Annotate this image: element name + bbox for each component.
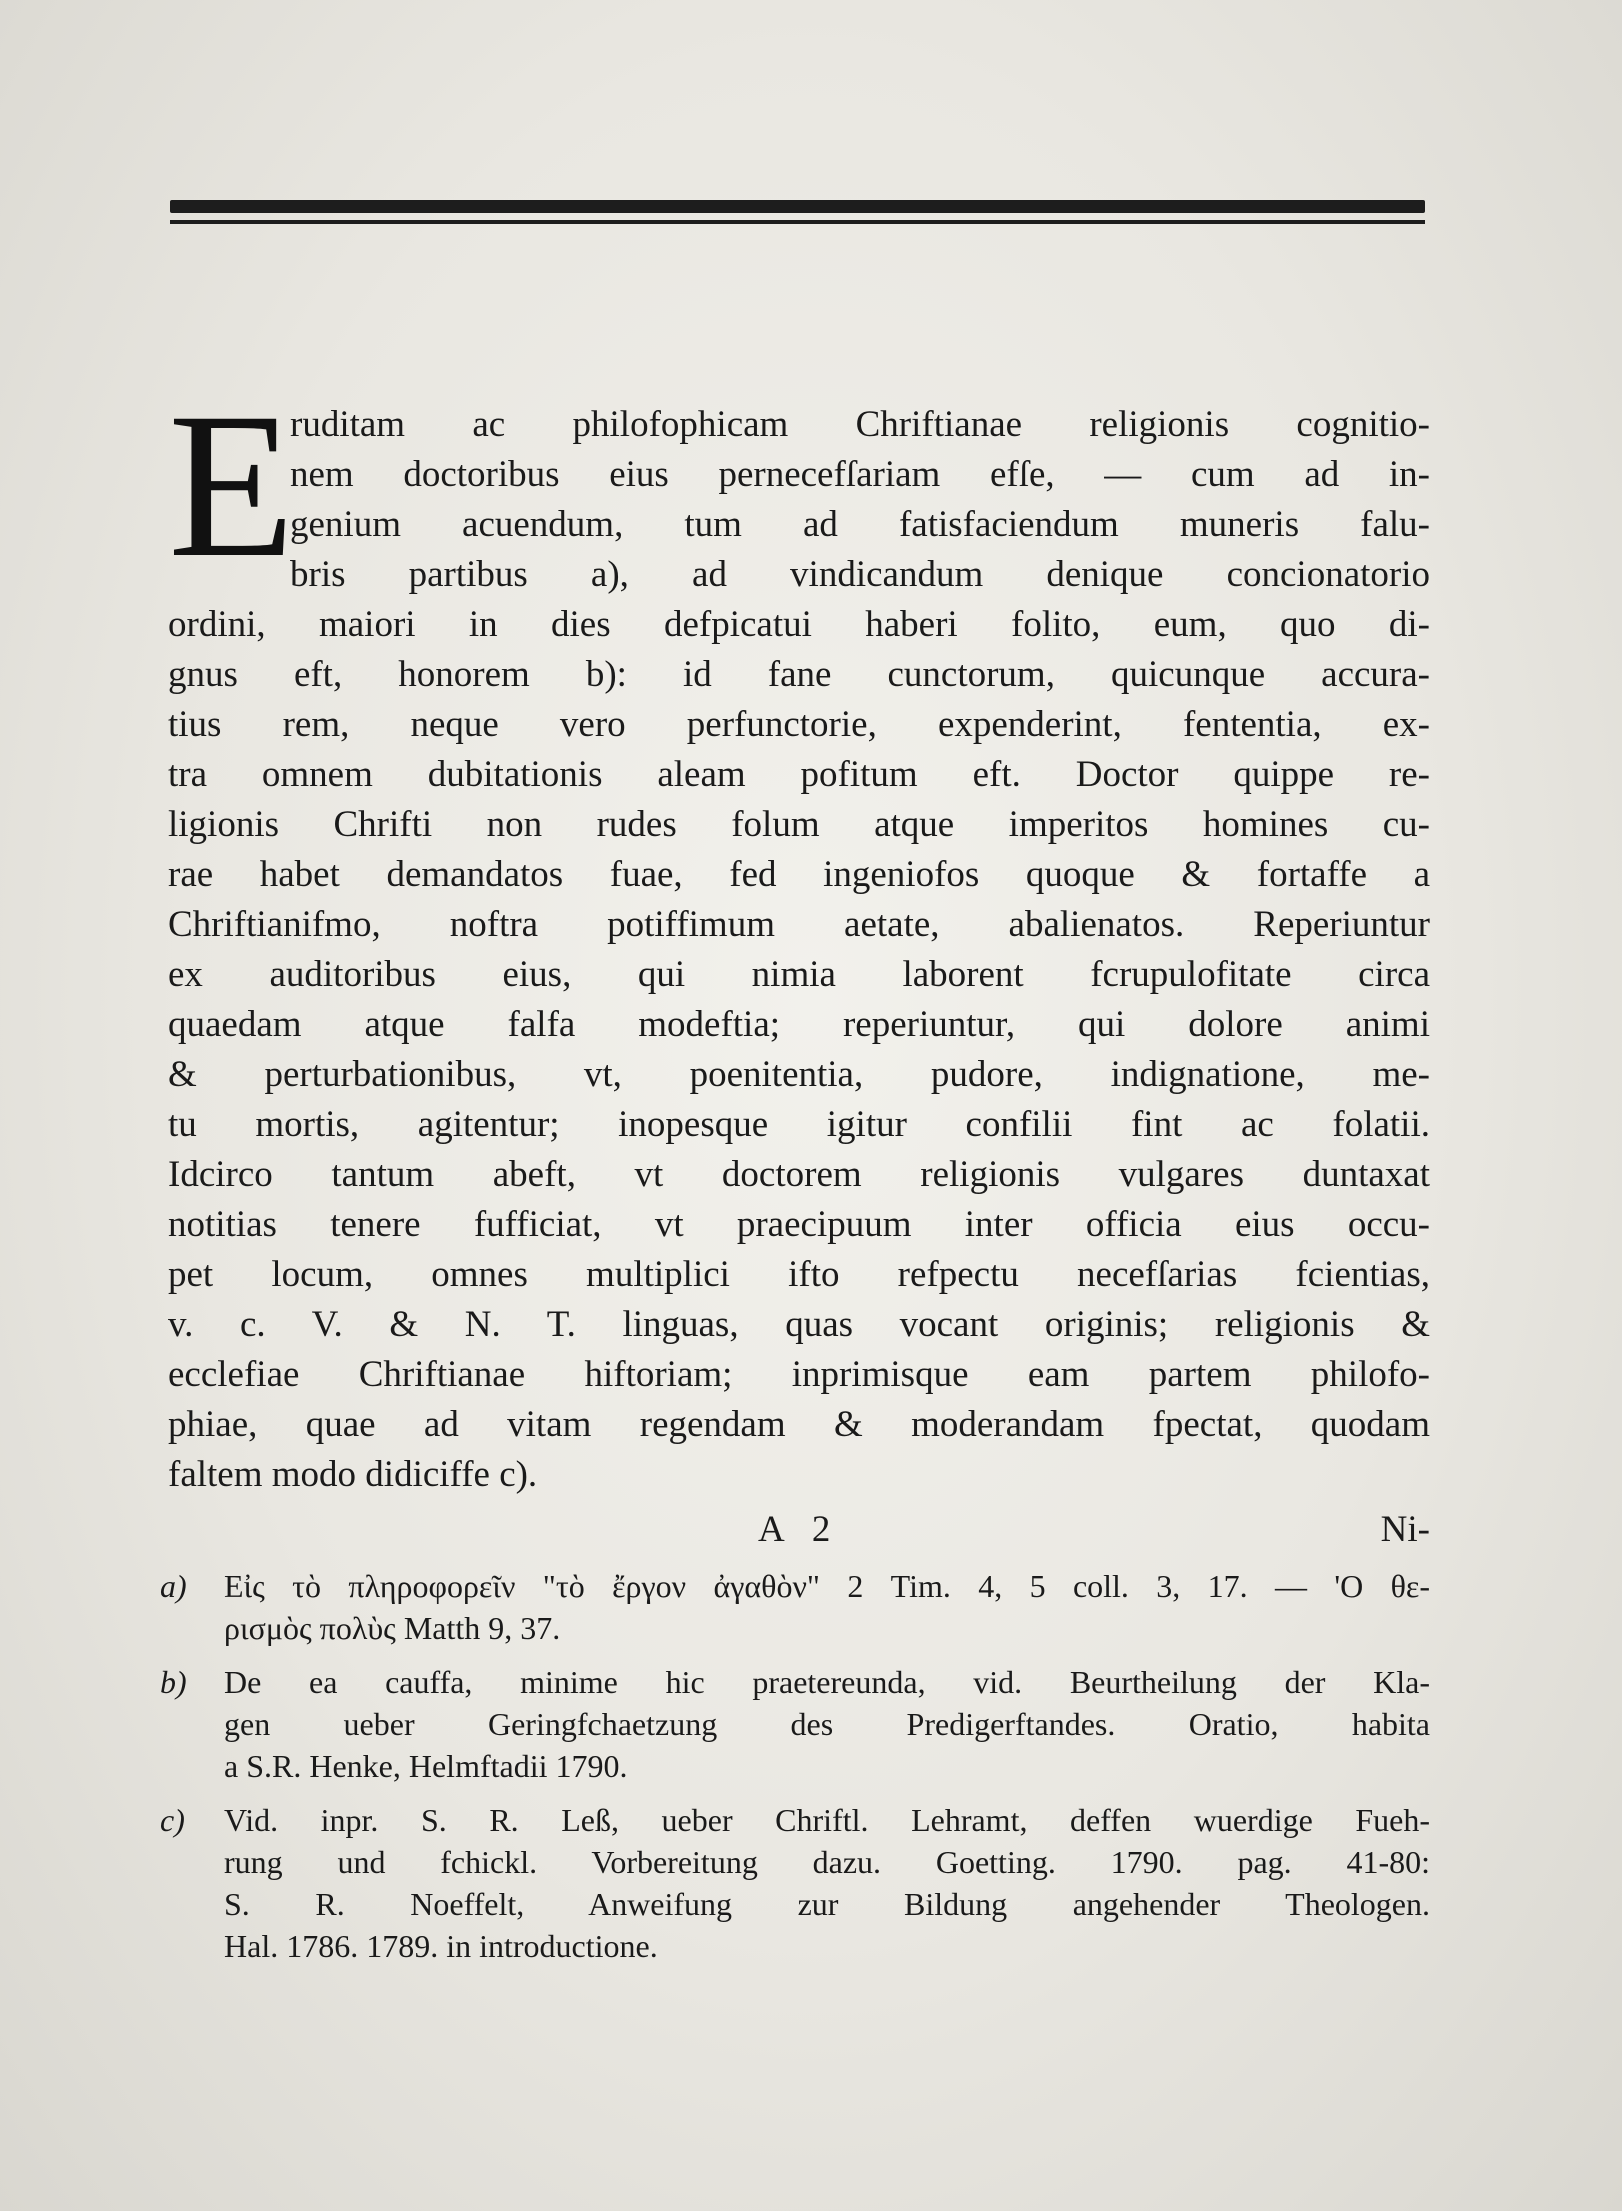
text-line: faltem modo didiciffe c). bbox=[168, 1454, 538, 1495]
text-line: gnus eft, honorem b): id fane cunctorum, quicunque accura- bbox=[168, 654, 1430, 695]
text-line: nem doctoribus eius pernecefſariam efſe, — cum ad in- bbox=[290, 454, 1430, 495]
footnote-line: Hal. 1786. 1789. in introductione. bbox=[224, 1928, 658, 1964]
footnote-line: ρισμὸς πολὺς Matth 9, 37. bbox=[224, 1610, 561, 1646]
main-paragraph bbox=[168, 370, 1430, 1500]
footnote-line: Vid. inpr. S. R. Leß, ueber Chriftl. Lehramt, deffen wuerdige Fueh- bbox=[224, 1802, 1430, 1838]
text-line: ruditam ac philofophicam Chriftianae religionis cognitio- bbox=[290, 404, 1430, 445]
footnote-b bbox=[160, 1661, 1430, 1787]
signature-row bbox=[168, 1508, 1430, 1558]
text-line: ex auditoribus eius, qui nimia laborent fcrupulofitate circa bbox=[168, 954, 1430, 995]
text-line: Idcirco tantum abeft, vt doctorem religionis vulgares duntaxat bbox=[168, 1154, 1430, 1195]
footnote-label: a) bbox=[160, 1568, 187, 1604]
footnote-line: rung und fchickl. Vorbereitung dazu. Goetting. 1790. pag. 41-80: bbox=[224, 1844, 1430, 1880]
drop-cap: E bbox=[168, 370, 296, 600]
text-line: bris partibus a), ad vindicandum denique concionatorio bbox=[290, 554, 1430, 595]
footnote-label: c) bbox=[160, 1802, 185, 1838]
text-line: tra omnem dubitationis aleam pofitum eft. Doctor quippe re- bbox=[168, 754, 1430, 795]
signature-mark: A 2 bbox=[758, 1509, 841, 1550]
text-line: tius rem, neque vero perfunctorie, expenderint, fententia, ex- bbox=[168, 704, 1430, 745]
footnote-label: b) bbox=[160, 1664, 187, 1700]
footnote-c bbox=[160, 1799, 1430, 1967]
footnote-line: a S.R. Henke, Helmftadii 1790. bbox=[224, 1748, 628, 1784]
text-line: notitias tenere fufficiat, vt praecipuum inter officia eius occu- bbox=[168, 1204, 1430, 1245]
text-line: pet locum, omnes multiplici ifto refpectu necefſarias fcientias, bbox=[168, 1254, 1430, 1295]
text-line: & perturbationibus, vt, poenitentia, pudore, indignatione, me- bbox=[168, 1054, 1430, 1095]
text-line: genium acuendum, tum ad fatisfaciendum muneris falu- bbox=[290, 504, 1430, 545]
text-line: rae habet demandatos fuae, fed ingeniofos quoque & fortaffe a bbox=[168, 854, 1430, 895]
text-line: ordini, maiori in dies defpicatui haberi folito, eum, quo di- bbox=[168, 604, 1430, 645]
footnotes bbox=[160, 1565, 1430, 1979]
text-line: Chriftianifmo, noftra potiffimum aetate, abalienatos. Reperiuntur bbox=[168, 904, 1430, 945]
text-line: tu mortis, agitentur; inopesque igitur confilii fint ac folatii. bbox=[168, 1104, 1430, 1145]
footnote-line: S. R. Noeffelt, Anweifung zur Bildung angehender Theologen. bbox=[224, 1886, 1430, 1922]
text-line: quaedam atque falfa modeftia; reperiuntur, qui dolore animi bbox=[168, 1004, 1430, 1045]
text-line: ligionis Chrifti non rudes folum atque imperitos homines cu- bbox=[168, 804, 1430, 845]
text-line: v. c. V. & N. T. linguas, quas vocant originis; religionis & bbox=[168, 1304, 1430, 1345]
text-line: phiae, quae ad vitam regendam & moderandam fpectat, quodam bbox=[168, 1404, 1430, 1445]
footnote-line: Εἰς τὸ πληροφορεῖν "τὸ ἔργον ἀγαθὸν" 2 Tim. 4, 5 coll. 3, 17. — 'Ο θε- bbox=[224, 1568, 1430, 1604]
footnote-line: gen ueber Geringfchaetzung des Predigerftandes. Oratio, habita bbox=[224, 1706, 1430, 1742]
catchword: Ni- bbox=[1380, 1509, 1430, 1550]
text-line: ecclefiae Chriftianae hiftoriam; inprimisque eam partem philofo- bbox=[168, 1354, 1430, 1395]
footnote-line: De ea cauffa, minime hic praetereunda, vid. Beurtheilung der Kla- bbox=[224, 1664, 1430, 1700]
footnote-a bbox=[160, 1565, 1430, 1649]
header-rule-thin bbox=[170, 220, 1425, 224]
header-rule-thick bbox=[170, 200, 1425, 213]
